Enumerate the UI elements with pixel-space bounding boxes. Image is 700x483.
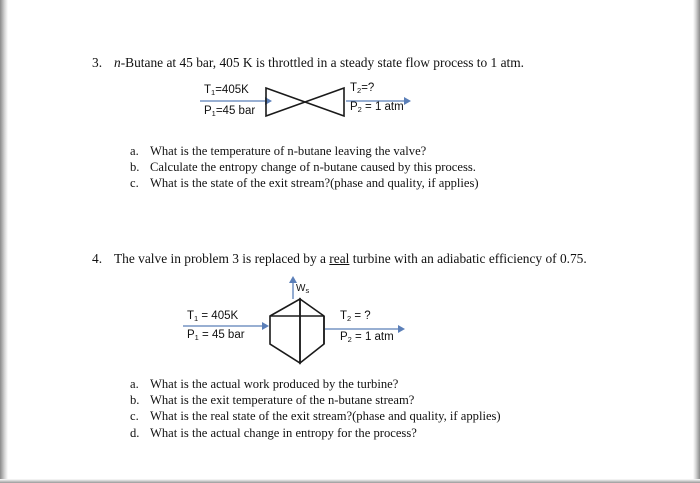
problem-4-real-underlined: real <box>329 251 350 266</box>
turbine-right-side <box>300 299 324 363</box>
question-4b: b. What is the exit temperature of the n-butane stream? <box>130 393 415 408</box>
p4-outlet-temperature: $T_2$ = ? <box>340 310 371 323</box>
problem-3-questions <box>130 143 479 192</box>
valve-body <box>266 88 344 116</box>
question-3b: b. Calculate the entropy change of n-butane caused by this process. <box>130 160 476 175</box>
p4-work-label: $W_s$ <box>296 283 310 295</box>
problem-4-questions <box>130 376 501 441</box>
work-arrowhead <box>289 276 297 283</box>
question-4c: c. What is the real state of the exit stream?(phase and quality, if applies) <box>130 409 501 424</box>
problem-3-number: 3. <box>92 55 103 70</box>
p3-inlet-temperature: $T_1=405K$ <box>204 84 249 97</box>
p4-inlet-temperature: $T_1 = 405K$ <box>187 310 239 323</box>
turbine-body <box>270 299 300 363</box>
outlet-arrowhead-4 <box>398 325 405 333</box>
p3-outlet-temperature: $T_2=$? <box>350 82 375 95</box>
inlet-arrowhead-4 <box>262 322 269 330</box>
problem-3-italic-n: n <box>114 55 121 70</box>
question-4d: d. What is the actual change in entropy for the process? <box>130 425 417 440</box>
outlet-arrowhead-3 <box>404 97 411 105</box>
problem-3-text: -Butane at 45 bar, 405 K is throttled in a steady state flow process to 1 atm. <box>120 55 525 70</box>
question-3c: c. What is the state of the exit stream?(phase and quality, if applies) <box>130 176 479 191</box>
p3-outlet-pressure: $P_2 = 1$ atm <box>350 101 404 114</box>
p3-inlet-pressure: $P_1=45$ bar <box>204 105 256 118</box>
question-4a: a. What is the actual work produced by the turbine? <box>130 377 399 391</box>
problem-4-number: 4. <box>92 251 103 266</box>
question-3a: a. What is the temperature of n-butane leaving the valve? <box>130 144 427 158</box>
p4-inlet-pressure: $P_1 = 45$ bar <box>187 329 245 342</box>
p4-outlet-pressure: $P_2 = 1$ atm <box>340 331 394 344</box>
problem-4-statement: 4. The valve in problem 3 is replaced by a real turbine with an adiabatic efficiency of 0.75. <box>92 251 587 266</box>
